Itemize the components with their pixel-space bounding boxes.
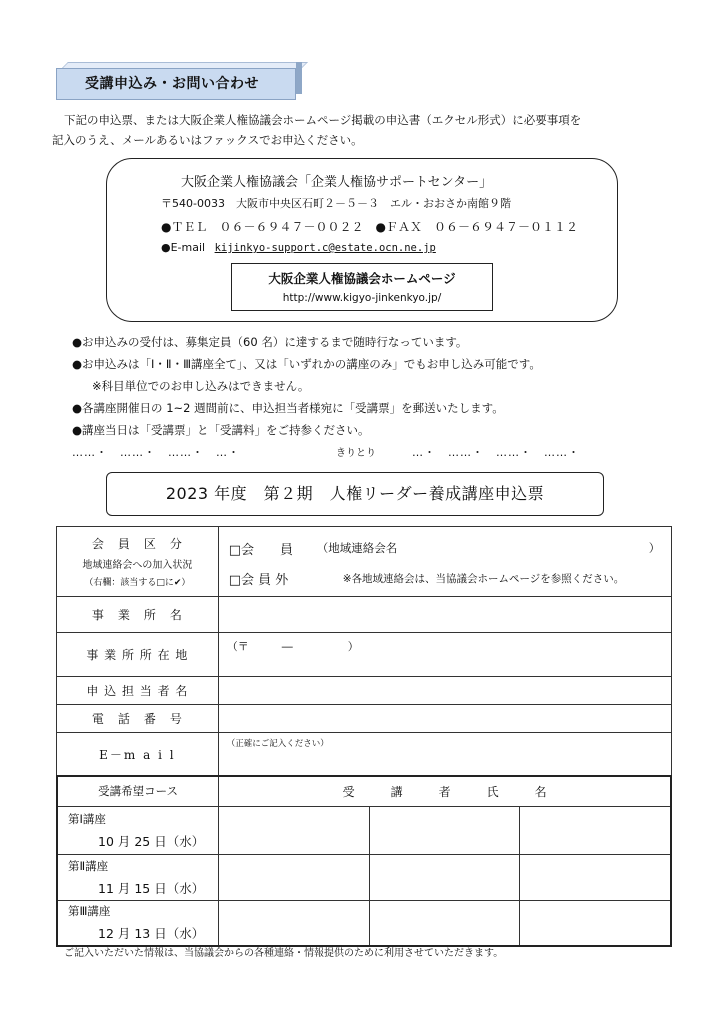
- member-row: [57, 527, 672, 597]
- contact-tel-fax: ●ＴＥＬ ０６－６９４７－００２２ ●ＦＡＸ ０６－６９４７－０１１２: [161, 220, 578, 234]
- participant-name-field[interactable]: [369, 806, 519, 854]
- contact-email-row: [161, 241, 436, 254]
- course-row: [57, 806, 671, 854]
- member-label: 会 員 区 分: [91, 537, 183, 551]
- course-row: [57, 854, 671, 900]
- homepage-url[interactable]: http://www.kigyo-jinkenkyo.jp/: [282, 292, 442, 304]
- course-date: 12 月 13 日（水）: [98, 926, 205, 942]
- course-header: 受講希望コース: [57, 776, 219, 806]
- cut-dots-left: ……・ ……・ ……・ …・: [72, 446, 240, 459]
- contact-person-field[interactable]: [218, 677, 671, 705]
- intro-line-1: 下記の申込票、または大阪企業人権協議会ホームページ掲載の申込書（エクセル形式）に必要事項を: [64, 113, 582, 127]
- contact-person-label: 申 込 担 当 者 名: [57, 677, 219, 705]
- homepage-box: [231, 263, 493, 311]
- email-field-label: E－m a i l: [57, 733, 219, 777]
- office-address-label: 事 業 所 所 在 地: [57, 633, 219, 677]
- email-link[interactable]: kijinkyo-support.c@estate.ocn.ne.jp: [214, 242, 436, 254]
- footer-note: ご記入いただいた情報は、当協議会からの各種連絡・情報提供のために利用させていただきます。: [64, 948, 504, 959]
- course-row: [57, 900, 671, 946]
- note-1: ●お申込みの受付は、募集定員（60 名）に達するまで随時行なっています。: [72, 335, 468, 349]
- participant-name-field[interactable]: [520, 806, 671, 854]
- section-title: 受講申込み・お問い合わせ: [56, 68, 296, 100]
- email-field[interactable]: [218, 733, 671, 777]
- contact-address: 〒540-0033 大阪市中央区石町２－５－３ エル・おおさか南館９階: [161, 197, 511, 210]
- member-sublabel: 地域連絡会への加入状況: [82, 560, 193, 571]
- postal-code-hint: （〒 ― ）: [226, 640, 359, 653]
- intro-line-2: 記入のうえ、メールあるいはファックスでお申込ください。: [52, 133, 363, 147]
- course-name: 第Ⅰ講座: [68, 811, 106, 826]
- participant-name-header: 受 講 者 氏 名: [219, 776, 671, 806]
- member-hint: （右欄：該当する□に✔）: [84, 578, 191, 588]
- email-label: ●E-mail: [161, 241, 206, 254]
- homepage-title: 大阪企業人権協議会ホームページ: [268, 271, 456, 286]
- course-cell-2: [57, 854, 219, 900]
- participant-name-field[interactable]: [369, 854, 519, 900]
- contact-box: [106, 158, 618, 322]
- participant-name-field[interactable]: [520, 854, 671, 900]
- course-name: 第Ⅱ講座: [68, 858, 109, 873]
- office-name-label: 事 業 所 名: [57, 597, 219, 633]
- form-title: 2023 年度 第２期 人権リーダー養成講座申込票: [106, 472, 604, 516]
- participant-name-field[interactable]: [219, 900, 369, 946]
- member-option-checkbox[interactable]: □会 員: [228, 543, 294, 558]
- nonmember-option-checkbox[interactable]: □会 員 外: [228, 573, 289, 588]
- participant-name-field[interactable]: [520, 900, 671, 946]
- member-label-cell: [57, 527, 219, 597]
- region-close-paren: ）: [648, 541, 661, 555]
- note-5: ●講座当日は「受講票」と「受講料」をご持参ください。: [72, 423, 370, 437]
- phone-field[interactable]: [218, 705, 671, 733]
- email-field-hint: （正確にご記入ください）: [226, 739, 329, 749]
- section-header: [56, 62, 302, 100]
- header-bevel-side: [296, 62, 302, 94]
- course-date: 10 月 25 日（水）: [98, 833, 205, 849]
- phone-label: 電 話 番 号: [57, 705, 219, 733]
- cut-label: きりとり: [336, 448, 376, 459]
- application-form-table: [56, 526, 672, 777]
- course-cell-3: [57, 900, 219, 946]
- cut-dots-right: …・ ……・ ……・ ……・: [412, 446, 580, 459]
- note-3: ※科目単位でのお申し込みはできません。: [92, 379, 310, 393]
- course-date: 11 月 15 日（水）: [98, 880, 205, 896]
- region-note: ※各地域連絡会は、当協議会ホームページを参照ください。: [342, 573, 625, 585]
- note-2: ●お申込みは「Ⅰ・Ⅱ・Ⅲ講座全て」、又は「いずれかの講座のみ」でもお申し込み可能です。: [72, 357, 541, 371]
- cut-line: [72, 444, 652, 460]
- region-name-label: （地域連絡会名: [316, 541, 398, 555]
- office-address-field[interactable]: [218, 633, 671, 677]
- contact-org: 大阪企業人権協議会「企業人権協サポートセンター」: [181, 175, 493, 190]
- participant-name-field[interactable]: [369, 900, 519, 946]
- note-4: ●各講座開催日の 1~2 週間前に、申込担当者様宛に「受講票」を郵送いたします。: [72, 401, 504, 415]
- participant-name-field[interactable]: [219, 806, 369, 854]
- participant-name-field[interactable]: [219, 854, 369, 900]
- course-table: [56, 775, 672, 947]
- office-name-field[interactable]: [218, 597, 671, 633]
- member-options-cell: [218, 527, 671, 597]
- intro-text: [52, 110, 672, 150]
- course-name: 第Ⅲ講座: [68, 904, 111, 919]
- course-cell-1: [57, 806, 219, 854]
